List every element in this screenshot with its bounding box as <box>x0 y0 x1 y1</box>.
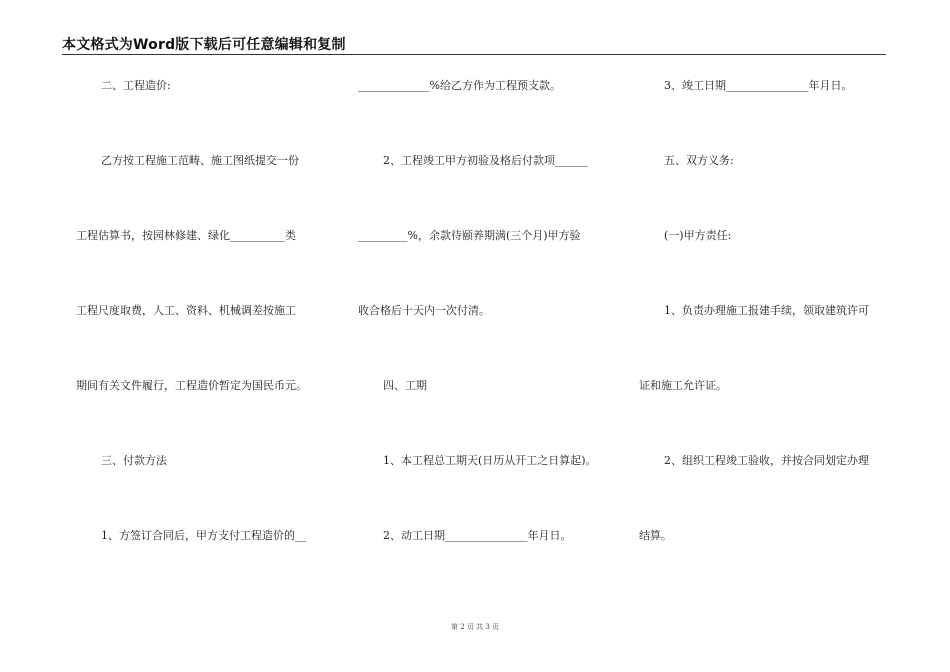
col2-line-5: 四、工期 <box>383 379 427 392</box>
col3-line-6: 2、组织工程竣工验收，并按合同划定办理 <box>664 454 869 467</box>
col1-line-2: 乙方按工程施工范畴、施工图纸提交一份 <box>101 154 299 167</box>
col1-line-6: 三、付款方法 <box>101 454 167 467</box>
col1-line-5: 期间有关文件履行，工程造价暂定为国民币元。 <box>76 379 307 392</box>
col1-line-4: 工程尺度取费，人工、资料、机械调差按施工 <box>76 304 296 317</box>
page-footer: 第 2 页 共 3 页 <box>450 623 500 631</box>
col3-line-4: 1、负责办理施工报建手续，领取建筑许可 <box>664 304 869 317</box>
col2-line-2: 2、工程竣工甲方初验及格后付款项______ <box>383 154 588 167</box>
col1-line-1: 二、工程造价: <box>101 79 171 92</box>
header-bar <box>62 34 886 55</box>
col3-line-3: (一)甲方责任: <box>664 229 732 242</box>
col1-line-7: 1、方签订合同后，甲方支付工程造价的__ <box>101 529 306 542</box>
header-title: 本文格式为Word版下载后可任意编辑和复制 <box>62 37 346 53</box>
col3-line-1: 3、竣工日期_______________年月日。 <box>664 79 853 92</box>
col1-line-3: 工程估算书，按园林修建、绿化__________类 <box>76 229 296 242</box>
col2-line-4: 收合格后十天内一次付清。 <box>358 304 490 317</box>
col2-line-3: _________%，余款待颐养期满(三个月)甲方验 <box>358 229 581 242</box>
col3-line-7: 结算。 <box>639 529 672 542</box>
col2-line-7: 2、动工日期_______________年月日。 <box>383 529 572 542</box>
col2-line-1: _____________%给乙方作为工程预支款。 <box>358 79 561 92</box>
col2-line-6: 1、本工程总工期天(日历从开工之日算起)。 <box>383 454 597 467</box>
col3-line-5: 证和施工允许证。 <box>639 379 727 392</box>
col3-line-2: 五、双方义务: <box>664 154 734 167</box>
